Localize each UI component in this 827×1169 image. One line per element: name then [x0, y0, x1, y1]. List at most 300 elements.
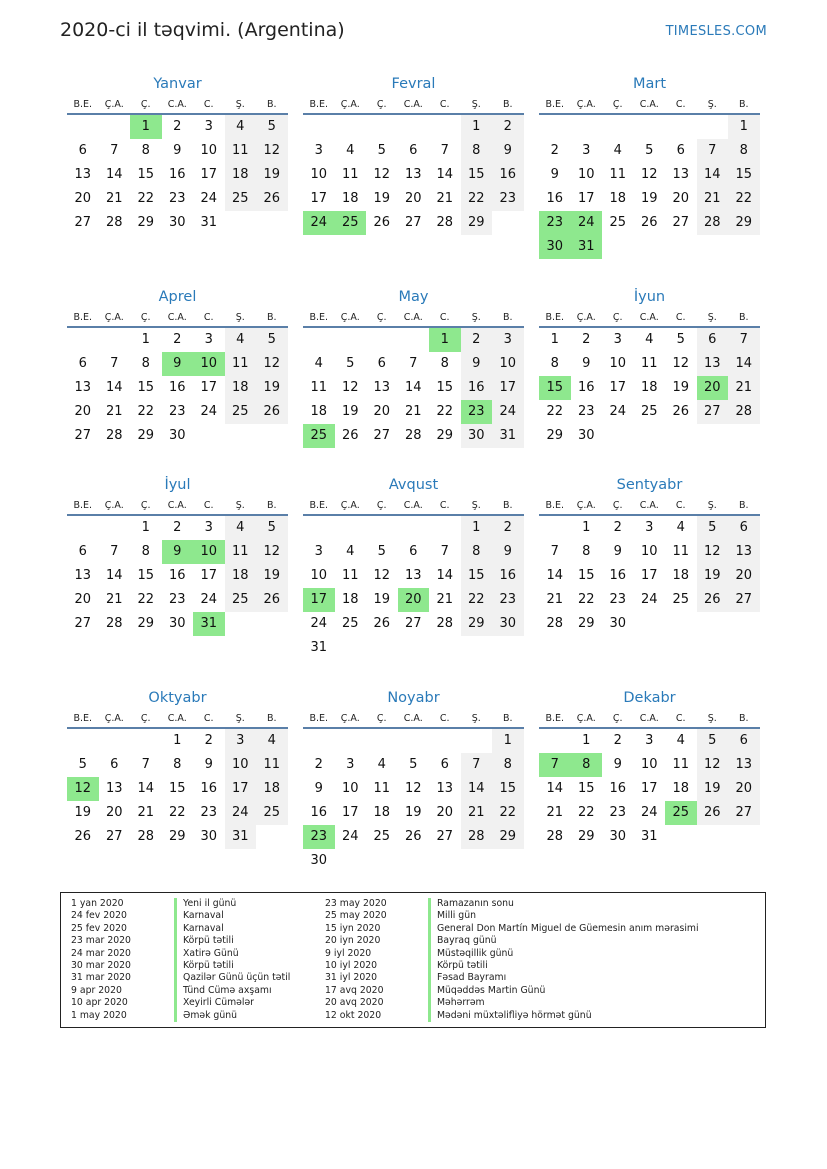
week-row	[67, 352, 288, 376]
day-cell: 17	[200, 380, 218, 395]
day-cell: 19	[697, 777, 729, 801]
empty-cell	[99, 729, 131, 753]
page-title: 2020-ci il təqvimi. (Argentina)	[60, 19, 345, 41]
weekday-label: C.	[675, 713, 686, 724]
month-name: Noyabr	[387, 690, 440, 706]
day-cell: 4	[225, 328, 257, 352]
day-cell: 3	[314, 143, 323, 158]
legend-holiday-name: Müqəddəs Martin Günü	[437, 984, 546, 996]
month-6	[67, 473, 288, 636]
empty-cell	[99, 115, 131, 139]
day-cell: 10	[640, 544, 658, 559]
day-cell: 2	[204, 733, 213, 748]
day-cell: 5	[377, 143, 386, 158]
day-cell: 28	[546, 616, 564, 631]
day-cell: 13	[74, 568, 92, 583]
day-cell: 20	[398, 588, 430, 612]
legend-date: 23 mar 2020	[71, 935, 131, 947]
week-row	[67, 540, 288, 564]
day-cell: 16	[168, 568, 186, 583]
week-row	[303, 400, 524, 424]
weekday-header	[67, 497, 288, 516]
day-cell: 8	[728, 139, 760, 163]
day-cell: 25	[225, 588, 257, 612]
week-row	[539, 163, 760, 187]
day-cell: 15	[461, 564, 493, 588]
day-cell: 24	[609, 404, 627, 419]
weekday-header	[303, 96, 524, 115]
week-row	[539, 376, 760, 400]
month-days	[303, 729, 524, 873]
day-cell: 17	[341, 805, 359, 820]
day-cell: 1	[141, 332, 150, 347]
day-cell: 27	[74, 616, 92, 631]
day-cell: 11	[609, 167, 627, 182]
day-cell: 16	[168, 380, 186, 395]
day-cell: 28	[105, 428, 123, 443]
weekday-label: C.	[439, 500, 450, 511]
legend-entry	[325, 1010, 699, 1022]
day-cell: 15	[728, 163, 760, 187]
weekday-label: Ç.A.	[340, 312, 360, 323]
weekday-label: C.A.	[639, 99, 659, 110]
day-cell: 30	[577, 428, 595, 443]
weekday-header	[539, 96, 760, 115]
weekday-label: C.A.	[167, 713, 187, 724]
day-cell: 6	[409, 544, 418, 559]
day-cell: 12	[256, 352, 288, 376]
day-cell: 12	[697, 753, 729, 777]
empty-cell	[665, 115, 697, 139]
empty-cell	[398, 729, 430, 753]
day-cell: 24	[640, 805, 658, 820]
month-name: Sentyabr	[616, 477, 683, 493]
week-row	[303, 825, 524, 849]
empty-cell	[335, 849, 367, 873]
empty-cell	[602, 115, 634, 139]
legend-date: 23 may 2020	[325, 898, 387, 909]
day-cell: 6	[697, 328, 729, 352]
weekday-label: Ç.A.	[104, 500, 124, 511]
legend-marker	[428, 960, 431, 972]
week-row	[67, 376, 288, 400]
weekday-label: C.	[203, 713, 214, 724]
day-cell: 6	[78, 143, 87, 158]
day-cell: 2	[492, 516, 524, 540]
day-cell: 29	[168, 829, 186, 844]
week-row	[539, 729, 760, 753]
weekday-label: Ş.	[235, 312, 245, 323]
day-cell: 20	[404, 191, 422, 206]
legend-column-right	[325, 898, 699, 1022]
week-row	[539, 801, 760, 825]
day-cell: 13	[404, 568, 422, 583]
legend-holiday-name: Karnaval	[183, 922, 224, 934]
empty-cell	[366, 328, 398, 352]
day-cell: 1	[582, 520, 591, 535]
month-days	[303, 328, 524, 448]
legend-entry	[71, 960, 290, 972]
legend-entry	[71, 972, 290, 984]
legend-holiday-name: Müstəqillik günü	[437, 947, 514, 959]
day-cell: 26	[672, 404, 690, 419]
day-cell: 8	[141, 544, 150, 559]
empty-cell	[335, 328, 367, 352]
day-cell: 9	[613, 544, 622, 559]
day-cell: 4	[676, 520, 685, 535]
day-cell: 14	[137, 781, 155, 796]
month-0	[67, 72, 288, 235]
day-cell: 29	[577, 829, 595, 844]
day-cell: 9	[162, 540, 194, 564]
weekday-label: Ç.	[612, 713, 623, 724]
day-cell: 7	[110, 356, 119, 371]
empty-cell	[665, 424, 697, 448]
day-cell: 8	[141, 143, 150, 158]
day-cell: 19	[74, 805, 92, 820]
day-cell: 1	[550, 332, 559, 347]
day-cell: 9	[492, 139, 524, 163]
day-cell: 22	[728, 187, 760, 211]
legend-marker	[174, 997, 177, 1009]
legend-holiday-name: Körpü tətili	[183, 935, 234, 947]
day-cell: 23	[492, 588, 524, 612]
legend-holiday-name: Fəsad Bayramı	[437, 972, 507, 984]
weekday-label: Ş.	[707, 99, 717, 110]
week-row	[67, 753, 288, 777]
day-cell: 9	[582, 356, 591, 371]
day-cell: 14	[697, 163, 729, 187]
week-row	[67, 777, 288, 801]
empty-cell	[665, 825, 697, 849]
day-cell: 14	[436, 568, 454, 583]
day-cell: 8	[141, 356, 150, 371]
weekday-label: B.	[266, 500, 277, 511]
weekday-label: Ç.	[140, 312, 151, 323]
weekday-label: Ç.	[612, 99, 623, 110]
day-cell: 23	[609, 805, 627, 820]
weekday-label: Ç.	[612, 500, 623, 511]
week-row	[303, 163, 524, 187]
empty-cell	[67, 115, 99, 139]
legend-date: 24 fev 2020	[71, 910, 127, 922]
empty-cell	[461, 729, 493, 753]
weekday-label: B.E.	[545, 99, 565, 110]
day-cell: 2	[461, 328, 493, 352]
weekday-label: C.	[203, 99, 214, 110]
day-cell: 26	[256, 588, 288, 612]
weekday-label: B.	[502, 500, 513, 511]
day-cell: 27	[436, 829, 454, 844]
legend-marker	[174, 898, 177, 910]
week-row	[303, 516, 524, 540]
week-row	[539, 588, 760, 612]
day-cell: 23	[168, 404, 186, 419]
day-cell: 2	[613, 520, 622, 535]
day-cell: 26	[697, 588, 729, 612]
day-cell: 10	[193, 540, 225, 564]
day-cell: 8	[492, 753, 524, 777]
day-cell: 3	[204, 332, 213, 347]
month-days	[67, 516, 288, 636]
weekday-label: Ç.	[376, 713, 387, 724]
day-cell: 2	[173, 119, 182, 134]
day-cell: 17	[609, 380, 627, 395]
day-cell: 20	[697, 376, 729, 400]
day-cell: 28	[105, 616, 123, 631]
week-row	[539, 564, 760, 588]
day-cell: 23	[539, 211, 571, 235]
day-cell: 22	[461, 588, 493, 612]
day-cell: 27	[74, 428, 92, 443]
week-row	[303, 352, 524, 376]
weekday-label: B.E.	[545, 713, 565, 724]
day-cell: 3	[314, 544, 323, 559]
day-cell: 3	[645, 520, 654, 535]
day-cell: 3	[613, 332, 622, 347]
week-row	[303, 753, 524, 777]
week-row	[303, 187, 524, 211]
week-row	[67, 801, 288, 825]
month-days	[539, 115, 760, 259]
day-cell: 11	[310, 380, 328, 395]
day-cell: 27	[672, 215, 690, 230]
day-cell: 10	[492, 352, 524, 376]
day-cell: 15	[577, 568, 595, 583]
day-cell: 20	[74, 404, 92, 419]
day-cell: 4	[613, 143, 622, 158]
day-cell: 30	[539, 235, 571, 259]
legend-date: 9 apr 2020	[71, 984, 122, 996]
day-cell: 20	[436, 805, 454, 820]
day-cell: 2	[173, 520, 182, 535]
day-cell: 1	[141, 520, 150, 535]
legend-date: 1 may 2020	[71, 1009, 127, 1021]
weekday-label: Ş.	[471, 312, 481, 323]
legend-entry	[71, 910, 290, 922]
day-cell: 9	[162, 352, 194, 376]
day-cell: 22	[461, 187, 493, 211]
day-cell: 11	[373, 781, 391, 796]
day-cell: 11	[256, 753, 288, 777]
legend-marker	[428, 972, 431, 984]
day-cell: 11	[640, 356, 658, 371]
weekday-label: C.A.	[167, 99, 187, 110]
day-cell: 1	[492, 729, 524, 753]
day-cell: 4	[314, 356, 323, 371]
legend-entry	[325, 960, 699, 972]
day-cell: 5	[346, 356, 355, 371]
day-cell: 24	[225, 801, 257, 825]
day-cell: 17	[640, 781, 658, 796]
legend-marker	[174, 935, 177, 947]
weekday-label: B.	[502, 713, 513, 724]
day-cell: 31	[492, 424, 524, 448]
empty-cell	[461, 849, 493, 873]
legend-date: 12 okt 2020	[325, 1009, 382, 1021]
day-cell: 9	[173, 143, 182, 158]
day-cell: 31	[193, 612, 225, 636]
day-cell: 7	[440, 143, 449, 158]
legend-date: 15 iyn 2020	[325, 922, 381, 934]
month-days	[303, 516, 524, 660]
week-row	[67, 516, 288, 540]
week-row	[303, 564, 524, 588]
day-cell: 18	[225, 564, 257, 588]
day-cell: 8	[461, 139, 493, 163]
weekday-label: Ç.	[140, 500, 151, 511]
day-cell: 14	[546, 568, 564, 583]
day-cell: 21	[105, 592, 123, 607]
day-cell: 24	[640, 592, 658, 607]
day-cell: 10	[609, 356, 627, 371]
weekday-label: B.E.	[73, 500, 93, 511]
brand-link[interactable]: TIMESLES.COM	[665, 24, 767, 39]
legend-marker	[174, 923, 177, 935]
month-name: İyul	[164, 477, 191, 493]
day-cell: 9	[550, 167, 559, 182]
day-cell: 26	[697, 801, 729, 825]
day-cell: 27	[728, 588, 760, 612]
day-cell: 18	[609, 191, 627, 206]
day-cell: 7	[539, 753, 571, 777]
week-row	[303, 777, 524, 801]
legend-holiday-name: Əmək günü	[183, 1009, 238, 1021]
week-row	[539, 352, 760, 376]
day-cell: 7	[728, 328, 760, 352]
day-cell: 15	[137, 380, 155, 395]
day-cell: 17	[303, 588, 335, 612]
day-cell: 25	[672, 592, 690, 607]
legend-date: 31 mar 2020	[71, 972, 131, 984]
day-cell: 15	[461, 163, 493, 187]
day-cell: 13	[404, 167, 422, 182]
empty-cell	[193, 424, 225, 448]
day-cell: 14	[546, 781, 564, 796]
legend-entry	[71, 985, 290, 997]
weekday-label: C.A.	[403, 500, 423, 511]
week-row	[67, 163, 288, 187]
week-row	[539, 777, 760, 801]
day-cell: 14	[105, 167, 123, 182]
day-cell: 21	[105, 404, 123, 419]
day-cell: 30	[200, 829, 218, 844]
week-row	[539, 139, 760, 163]
empty-cell	[303, 729, 335, 753]
week-row	[539, 400, 760, 424]
day-cell: 5	[697, 729, 729, 753]
day-cell: 5	[256, 328, 288, 352]
day-cell: 30	[168, 616, 186, 631]
day-cell: 14	[461, 777, 493, 801]
empty-cell	[398, 115, 430, 139]
empty-cell	[398, 328, 430, 352]
day-cell: 2	[550, 143, 559, 158]
week-row	[303, 588, 524, 612]
legend-entry	[71, 898, 290, 910]
empty-cell	[398, 516, 430, 540]
weekday-label: Ç.A.	[340, 500, 360, 511]
weekday-label: C.A.	[403, 713, 423, 724]
day-cell: 25	[335, 211, 367, 235]
day-cell: 31	[640, 829, 658, 844]
day-cell: 22	[137, 404, 155, 419]
day-cell: 6	[377, 356, 386, 371]
weekday-header	[303, 309, 524, 328]
day-cell: 6	[78, 356, 87, 371]
day-cell: 4	[225, 115, 257, 139]
week-row	[539, 187, 760, 211]
day-cell: 18	[256, 777, 288, 801]
empty-cell	[634, 612, 666, 636]
empty-cell	[303, 115, 335, 139]
day-cell: 17	[640, 568, 658, 583]
day-cell: 30	[168, 428, 186, 443]
day-cell: 4	[346, 544, 355, 559]
day-cell: 24	[310, 616, 328, 631]
week-row	[67, 328, 288, 352]
day-cell: 22	[492, 801, 524, 825]
weekday-label: C.A.	[167, 312, 187, 323]
legend-holiday-name: Ramazanın sonu	[437, 898, 514, 909]
day-cell: 9	[613, 757, 622, 772]
day-cell: 2	[582, 332, 591, 347]
empty-cell	[256, 825, 288, 849]
empty-cell	[335, 636, 367, 660]
weekday-header	[539, 497, 760, 516]
legend-holiday-name: Karnaval	[183, 910, 224, 922]
day-cell: 22	[137, 191, 155, 206]
month-9	[67, 686, 288, 849]
day-cell: 27	[728, 801, 760, 825]
day-cell: 6	[728, 516, 760, 540]
legend-marker	[428, 923, 431, 935]
month-8	[539, 473, 760, 636]
day-cell: 30	[168, 215, 186, 230]
month-name: Avqust	[388, 477, 439, 493]
weekday-label: C.	[675, 500, 686, 511]
day-cell: 5	[377, 544, 386, 559]
day-cell: 19	[373, 191, 391, 206]
weekday-label: B.	[266, 713, 277, 724]
empty-cell	[697, 424, 729, 448]
legend-marker	[428, 985, 431, 997]
weekday-label: Ç.A.	[576, 99, 596, 110]
day-cell: 24	[341, 829, 359, 844]
day-cell: 2	[173, 332, 182, 347]
empty-cell	[492, 636, 524, 660]
month-10	[303, 686, 524, 873]
day-cell: 12	[640, 167, 658, 182]
day-cell: 4	[377, 757, 386, 772]
weekday-label: C.A.	[639, 500, 659, 511]
week-row	[67, 588, 288, 612]
empty-cell	[634, 115, 666, 139]
month-name: Mart	[632, 76, 667, 92]
legend-holiday-name: Mədəni müxtəlifliyə hörmət günü	[437, 1009, 592, 1021]
day-cell: 29	[137, 215, 155, 230]
legend-holiday-name: Xeyirli Cümələr	[183, 997, 254, 1009]
empty-cell	[256, 612, 288, 636]
month-name: Yanvar	[153, 76, 202, 92]
day-cell: 27	[373, 428, 391, 443]
day-cell: 3	[582, 143, 591, 158]
empty-cell	[398, 636, 430, 660]
day-cell: 26	[404, 829, 422, 844]
legend-date: 25 fev 2020	[71, 922, 127, 934]
day-cell: 25	[609, 215, 627, 230]
day-cell: 18	[373, 805, 391, 820]
